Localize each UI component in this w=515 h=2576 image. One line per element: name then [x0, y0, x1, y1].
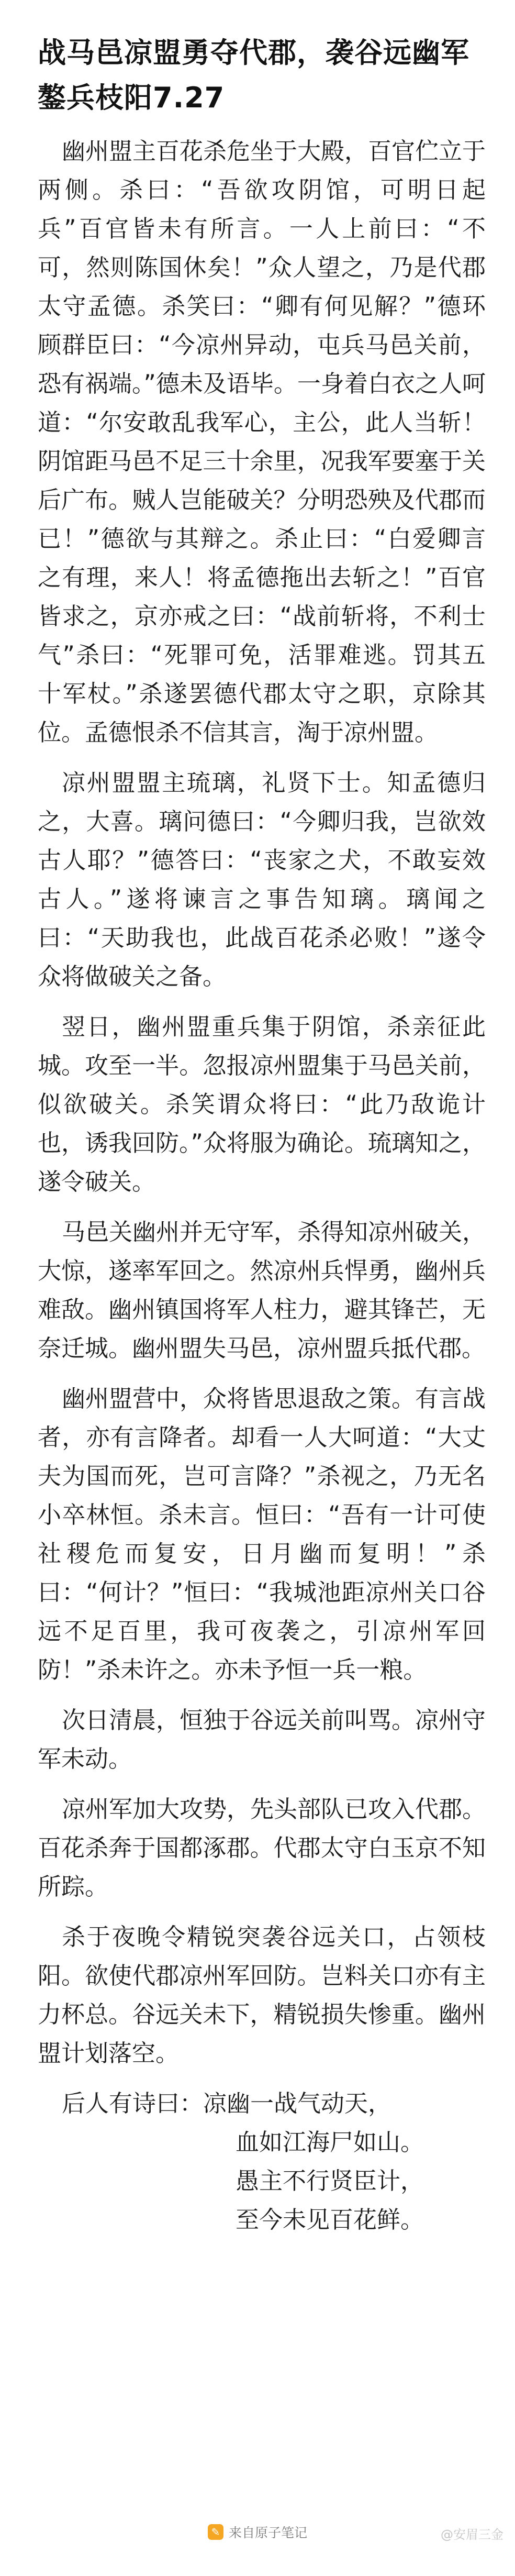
- poem: [38, 2084, 486, 2239]
- article-paragraph: 马邑关幽州并无守军，杀得知凉州破关，大惊，遂率军回之。然凉州兵悍勇，幽州兵难敌。幽州镇国将军人柱力，避其锋芒，无奈迁城。幽州盟失马邑，凉州盟兵抵代郡。: [38, 1218, 486, 1362]
- source-text: 来自原子笔记: [228, 2525, 307, 2540]
- poem-intro: [38, 2084, 486, 2123]
- pen-icon: ✎: [208, 2524, 223, 2540]
- poem-intro-label: 后人有诗曰：: [62, 2089, 204, 2117]
- source-attribution[interactable]: [208, 2523, 307, 2541]
- article-paragraph: 幽州盟营中，众将皆思退敌之策。有言战者，亦有言降者。却看一人大呵道：“大丈夫为国而死，岂可言降？”杀视之，乃无名小卒林恒。杀未言。恒曰：“吾有一计可使社稷危而复安，日月幽而复明！”杀曰：“何计？”恒曰：“我城池距凉州关口谷远不足百里，我可夜袭之，引凉州军回防！”杀未许之。亦未予恒一兵一粮。: [38, 1385, 486, 1684]
- article-paragraph: 幽州盟主百花杀危坐于大殿，百官伫立于两侧。杀曰：“吾欲攻阴馆，可明日起兵”百官皆未有所言。一人上前曰：“不可，然则陈国休矣！”众人望之，乃是代郡太守孟德。杀笑曰：“卿有何见解？”德环顾群臣曰：“今凉州异动，屯兵马邑关前，恐有祸端。”德未及语毕。一身着白衣之人呵道：“尔安敢乱我军心，主公，此人当斩！阴馆距马邑不足三十余里，况我军要塞于关后广布。贼人岂能破关？分明恐殃及代郡而已！”德欲与其辩之。杀止曰：“白爱卿言之有理，来人！将孟德拖出去斩之！”百官皆求之，京亦戒之曰：“战前斩将，不利士气”杀曰：“死罪可免，活罪难逃。罚其五十军杖。”杀遂罢德代郡太守之职，京除其位。孟德恨杀不信其言，淘于凉州盟。: [38, 137, 486, 746]
- article-paragraph: 凉州盟盟主琉璃，礼贤下士。知孟德归之，大喜。璃问德曰：“今卿归我，岂欲效古人耶？”德答曰：“丧家之犬，不敢妄效古人。”遂将谏言之事告知璃。璃闻之曰：“天助我也，此战百花杀必败！”遂令众将做破关之备。: [38, 769, 486, 990]
- poem-line: 至今未见百花鲜。: [236, 2206, 424, 2234]
- watermark: @安眉三金: [441, 2527, 503, 2542]
- article-paragraph: 凉州军加大攻势，先头部队已攻入代郡。百花杀奔于国都涿郡。代郡太守白玉京不知所踪。: [38, 1795, 486, 1900]
- article-title: 战马邑凉盟勇夺代郡，袭谷远幽军鏊兵枝阳7.27: [38, 36, 469, 114]
- poem-line: 凉幽一战气动天，: [203, 2089, 392, 2117]
- footer: [0, 2514, 515, 2550]
- article-paragraph: 翌日，幽州盟重兵集于阴馆，杀亲征此城。攻至一半。忽报凉州盟集于马邑关前，似欲破关。杀笑谓众将曰：“此乃敌诡计也，诱我回防。”众将服为确论。琉璃知之，遂令破关。: [38, 1013, 486, 1196]
- poem-line: 血如江海尸如山。: [236, 2128, 424, 2156]
- article-paragraph: 次日清晨，恒独于谷远关前叫骂。凉州守军未动。: [38, 1706, 486, 1773]
- article-paragraph: 杀于夜晚令精锐突袭谷远关口，占领枝阳。欲使代郡凉州军回防。岂料关口亦有主力杯总。谷远关未下，精锐损失惨重。幽州盟计划落空。: [38, 1923, 486, 2067]
- poem-line: 愚主不行贤臣计，: [236, 2167, 424, 2195]
